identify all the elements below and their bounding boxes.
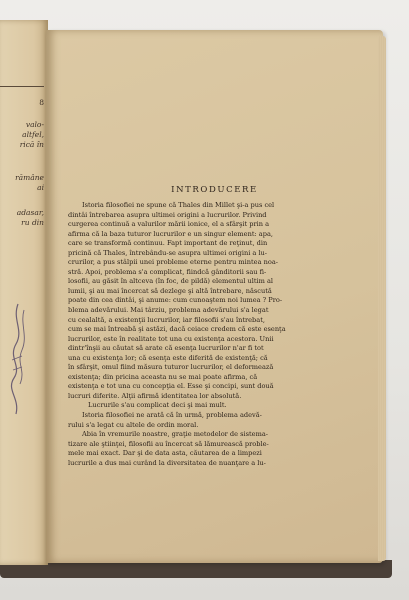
left-text-fragment: altfel,: [22, 130, 44, 139]
text-line: afirma că la baza tuturor lucrurilor e un singur element: apa,: [68, 229, 273, 238]
text-line: stră. Apoi, problema s'a complicat, fiindcă gânditorii sau fi-: [68, 267, 267, 276]
left-text-fragment: valo-: [25, 120, 44, 129]
text-line: tizare ale ştiinţei, filosofii au încercat să lămurească proble-: [68, 439, 269, 448]
text-line: Lucrurile s'au complicat deci şi mai mult.: [88, 401, 227, 410]
left-page-rule: [0, 86, 44, 87]
left-text-fragment: ru din: [21, 218, 44, 227]
text-line: lumii, şi au mai încercat să dezlege şi altă întrebare, născută: [68, 286, 272, 295]
text-line: rului s'a legat cu altele de ordin moral.: [68, 420, 199, 429]
text-line: care se transformă continuu. Fapt important de reţinut, din: [68, 239, 268, 248]
handwritten-signature: [4, 300, 34, 420]
left-page: [0, 20, 48, 565]
text-line: dintr'înşii au căutat să arate că esenţa lucrurilor n'ar fi tot: [68, 344, 264, 353]
left-page-number: 8: [39, 98, 44, 107]
text-line: Istoria filosofiei ne spune că Thales din Millet şi-a pus cel: [82, 201, 275, 209]
text-line: lucrurilor, este în realitate tot una cu existenţa acestora. Unii: [68, 334, 274, 343]
text-line: în sfârşit, omul fiind măsura tuturor lucrurilor, el deformează: [68, 363, 274, 372]
left-text-fragment: ai: [37, 183, 44, 192]
page-stack-edge: [378, 36, 386, 561]
chapter-title: INTRODUCERE: [171, 185, 258, 195]
text-line: poate din cea dintâi, şi anume: cum cunoaştem noi lumea ? Pro-: [68, 296, 283, 305]
text-line: cu cealaltă, a existenţii lucrurilor, iar filosofii s'au întrebat,: [68, 315, 265, 324]
text-line: cum se mai întreabă şi astăzi, dacă ceiace credem că este esenţa: [68, 325, 286, 334]
text-line: lucrurile a dus mai curând la diversitatea de nuanţare a lu-: [68, 458, 266, 467]
text-line: blema adevărului. Mai târziu, problema adevărului s'a legat: [68, 306, 269, 315]
text-line: curgerea continuă a valurilor mării ionice, el a sfârşit prin a: [68, 220, 270, 229]
text-line: lucruri diferite. Alţii afirmă identitatea lor absolută.: [68, 391, 242, 400]
left-text-fragment: rămâne: [15, 173, 44, 182]
text-line: crurilor, a pus stâlpii unei probleme eterne pentru mintea noa-: [68, 258, 278, 267]
text-line: losofii, au găsit în altceva (în foc, de pildă) elementul ultim al: [68, 277, 273, 286]
text-line: pricină că Thales, întrebându-se asupra ultimei origini a lu-: [68, 248, 268, 257]
text-line: Istoria filosofiei ne arată că în urmă, problema adevă-: [82, 411, 262, 420]
text-line: existenţa e tot una cu concepţia el. Esse şi concipi, sunt două: [68, 382, 274, 391]
text-line: Abia în vremurile noastre, graţie metodelor de sistema-: [82, 430, 268, 439]
left-text-fragment: adasar,: [16, 208, 44, 217]
text-line: existenţa; din pricina aceasta nu se mai poate afirma, că: [68, 372, 258, 381]
body-text: [68, 201, 308, 468]
text-line: dintâi întrebarea asupra ultimei origini a lucrurilor. Privind: [68, 210, 267, 219]
left-text-fragment: rică în: [19, 140, 44, 149]
text-line: una cu existenţa lor; că esenţa este diferită de existenţă; că: [68, 353, 268, 362]
text-line: mele mai exact. Dar şi de data asta, căutarea de a limpezi: [68, 449, 262, 458]
